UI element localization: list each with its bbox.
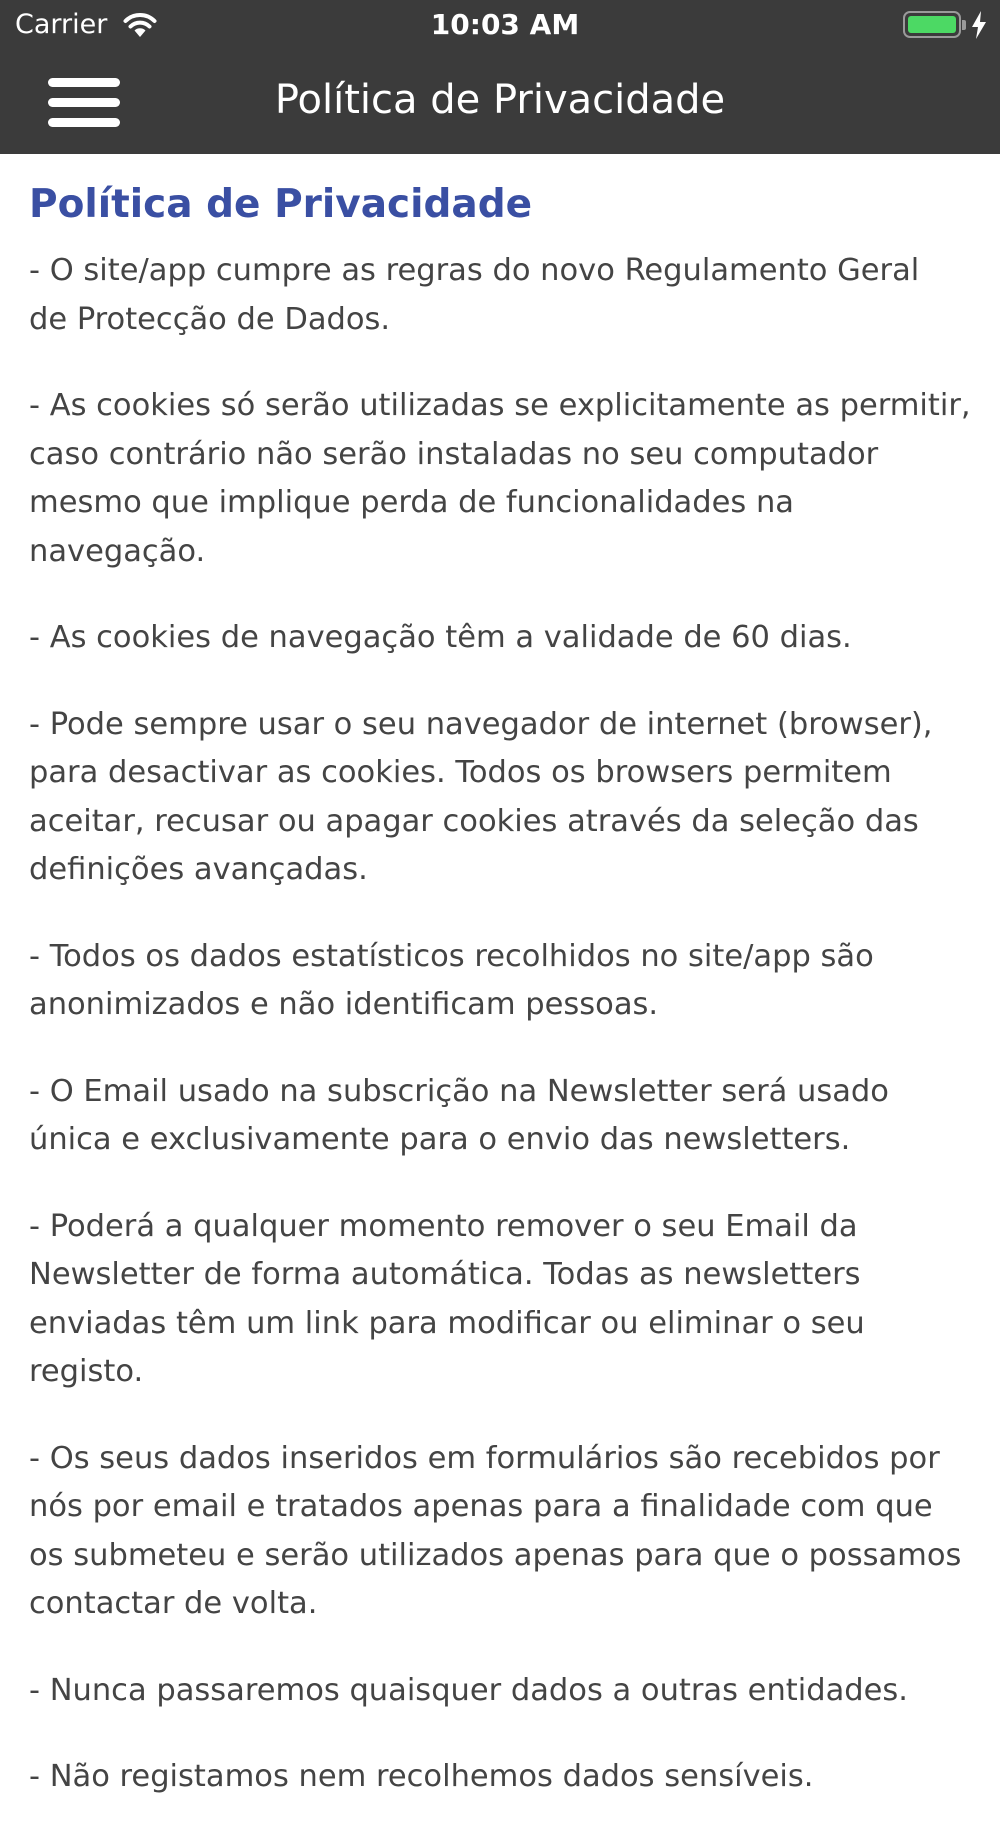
policy-paragraph: - As cookies só serão utilizadas se explicitamente as permitir, caso contrário não serão instaladas no seu computador mesmo que implique perda de funcionalidades na navegação.: [29, 388, 971, 569]
charging-bolt-icon: [969, 10, 989, 40]
policy-paragraph: - Não registamos nem recolhemos dados sensíveis.: [29, 1759, 814, 1794]
top-bar: [0, 0, 1000, 154]
status-bar: [0, 0, 1000, 50]
nav-title: Política de Privacidade: [274, 77, 726, 123]
policy-paragraph: - Todos os dados estatísticos recolhidos no site/app são anonimizados e não identificam pessoas.: [29, 938, 874, 1022]
privacy-policy-content[interactable]: [29, 175, 979, 1840]
battery-icon: [903, 11, 961, 38]
policy-paragraph: - Nunca passaremos quaisquer dados a outras entidades.: [29, 1672, 908, 1708]
policy-paragraph: - Pode sempre usar o seu navegador de internet (browser), para desactivar as cookies. Todos os browsers permitem aceitar, recusar ou apagar cookies através da seleção das definições avançadas.: [29, 706, 933, 887]
policy-paragraph: - Os seus dados inseridos em formulários são recebidos por nós por email e tratados apenas para a finalidade com que os submeteu e serão utilizados apenas para que o possamos contactar de volta.: [29, 1440, 962, 1621]
status-time: 10:03 AM: [430, 8, 580, 41]
policy-paragraph: - Poderá a qualquer momento remover o seu Email da Newsletter de forma automática. Todas as newsletters enviadas têm um link para modificar ou eliminar o seu registo.: [29, 1208, 865, 1389]
policy-paragraph: - O Email usado na subscrição na Newsletter será usado única e exclusivamente para o envio das newsletters.: [29, 1073, 889, 1157]
carrier-label: Carrier: [15, 9, 108, 40]
battery-level-fill: [908, 16, 956, 33]
page-title: Política de Privacidade: [29, 182, 533, 227]
battery-nub: [962, 20, 966, 30]
policy-paragraph: - O site/app cumpre as regras do novo Regulamento Geral de Protecção de Dados.: [29, 253, 920, 337]
navigation-bar: [0, 50, 1000, 154]
policy-paragraph: - As cookies de navegação têm a validade de 60 dias.: [29, 620, 852, 655]
